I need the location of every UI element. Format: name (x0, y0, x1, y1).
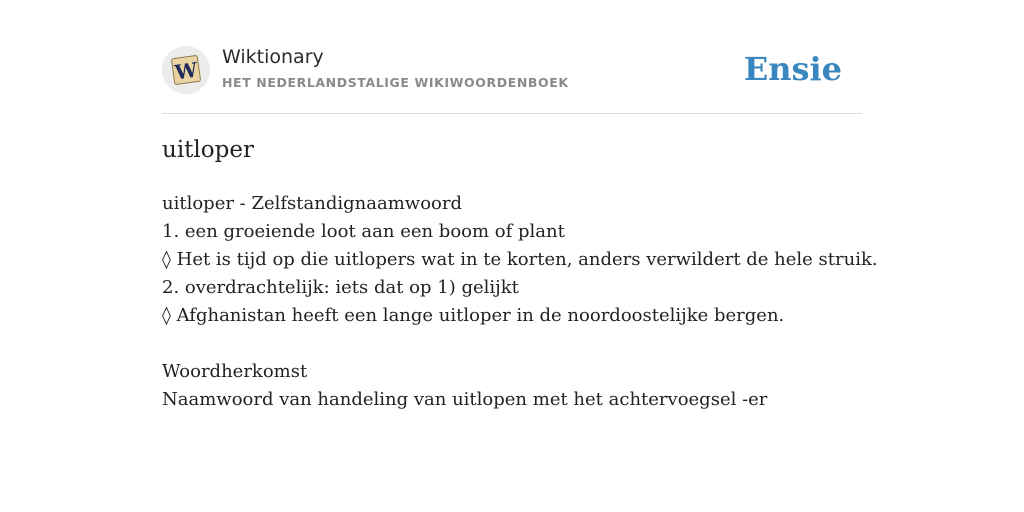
example-2: ◊ Afghanistan heeft een lange uitloper in de noordoostelijke bergen. (162, 305, 785, 326)
w-tile-icon (170, 54, 202, 86)
site-name[interactable]: Wiktionary (222, 46, 324, 68)
wiktionary-logo-icon[interactable] (162, 46, 210, 94)
definition-1: 1. een groeiende loot aan een boom of plant (162, 221, 565, 242)
section-spacer (162, 330, 862, 358)
definition-2: 2. overdrachtelijk: iets dat op 1) gelijkt (162, 277, 519, 298)
svg-text:W: W (173, 57, 199, 85)
site-tagline: HET NEDERLANDSTALIGE WIKIWOORDENBOEK (222, 75, 569, 90)
example-1: ◊ Het is tijd op die uitlopers wat in te korten, anders verwildert de hele struik. (162, 249, 878, 270)
site-header (162, 44, 862, 114)
entry-heading-line: uitloper - Zelfstandignaamwoord (162, 193, 462, 214)
etymology-text: Naamwoord van handeling van uitlopen met het achtervoegsel -er (162, 389, 768, 410)
page-title: uitloper (162, 137, 254, 163)
entry-content (162, 190, 878, 414)
etymology-heading: Woordherkomst (162, 361, 308, 382)
ensie-brand-link[interactable]: Ensie (743, 50, 842, 88)
